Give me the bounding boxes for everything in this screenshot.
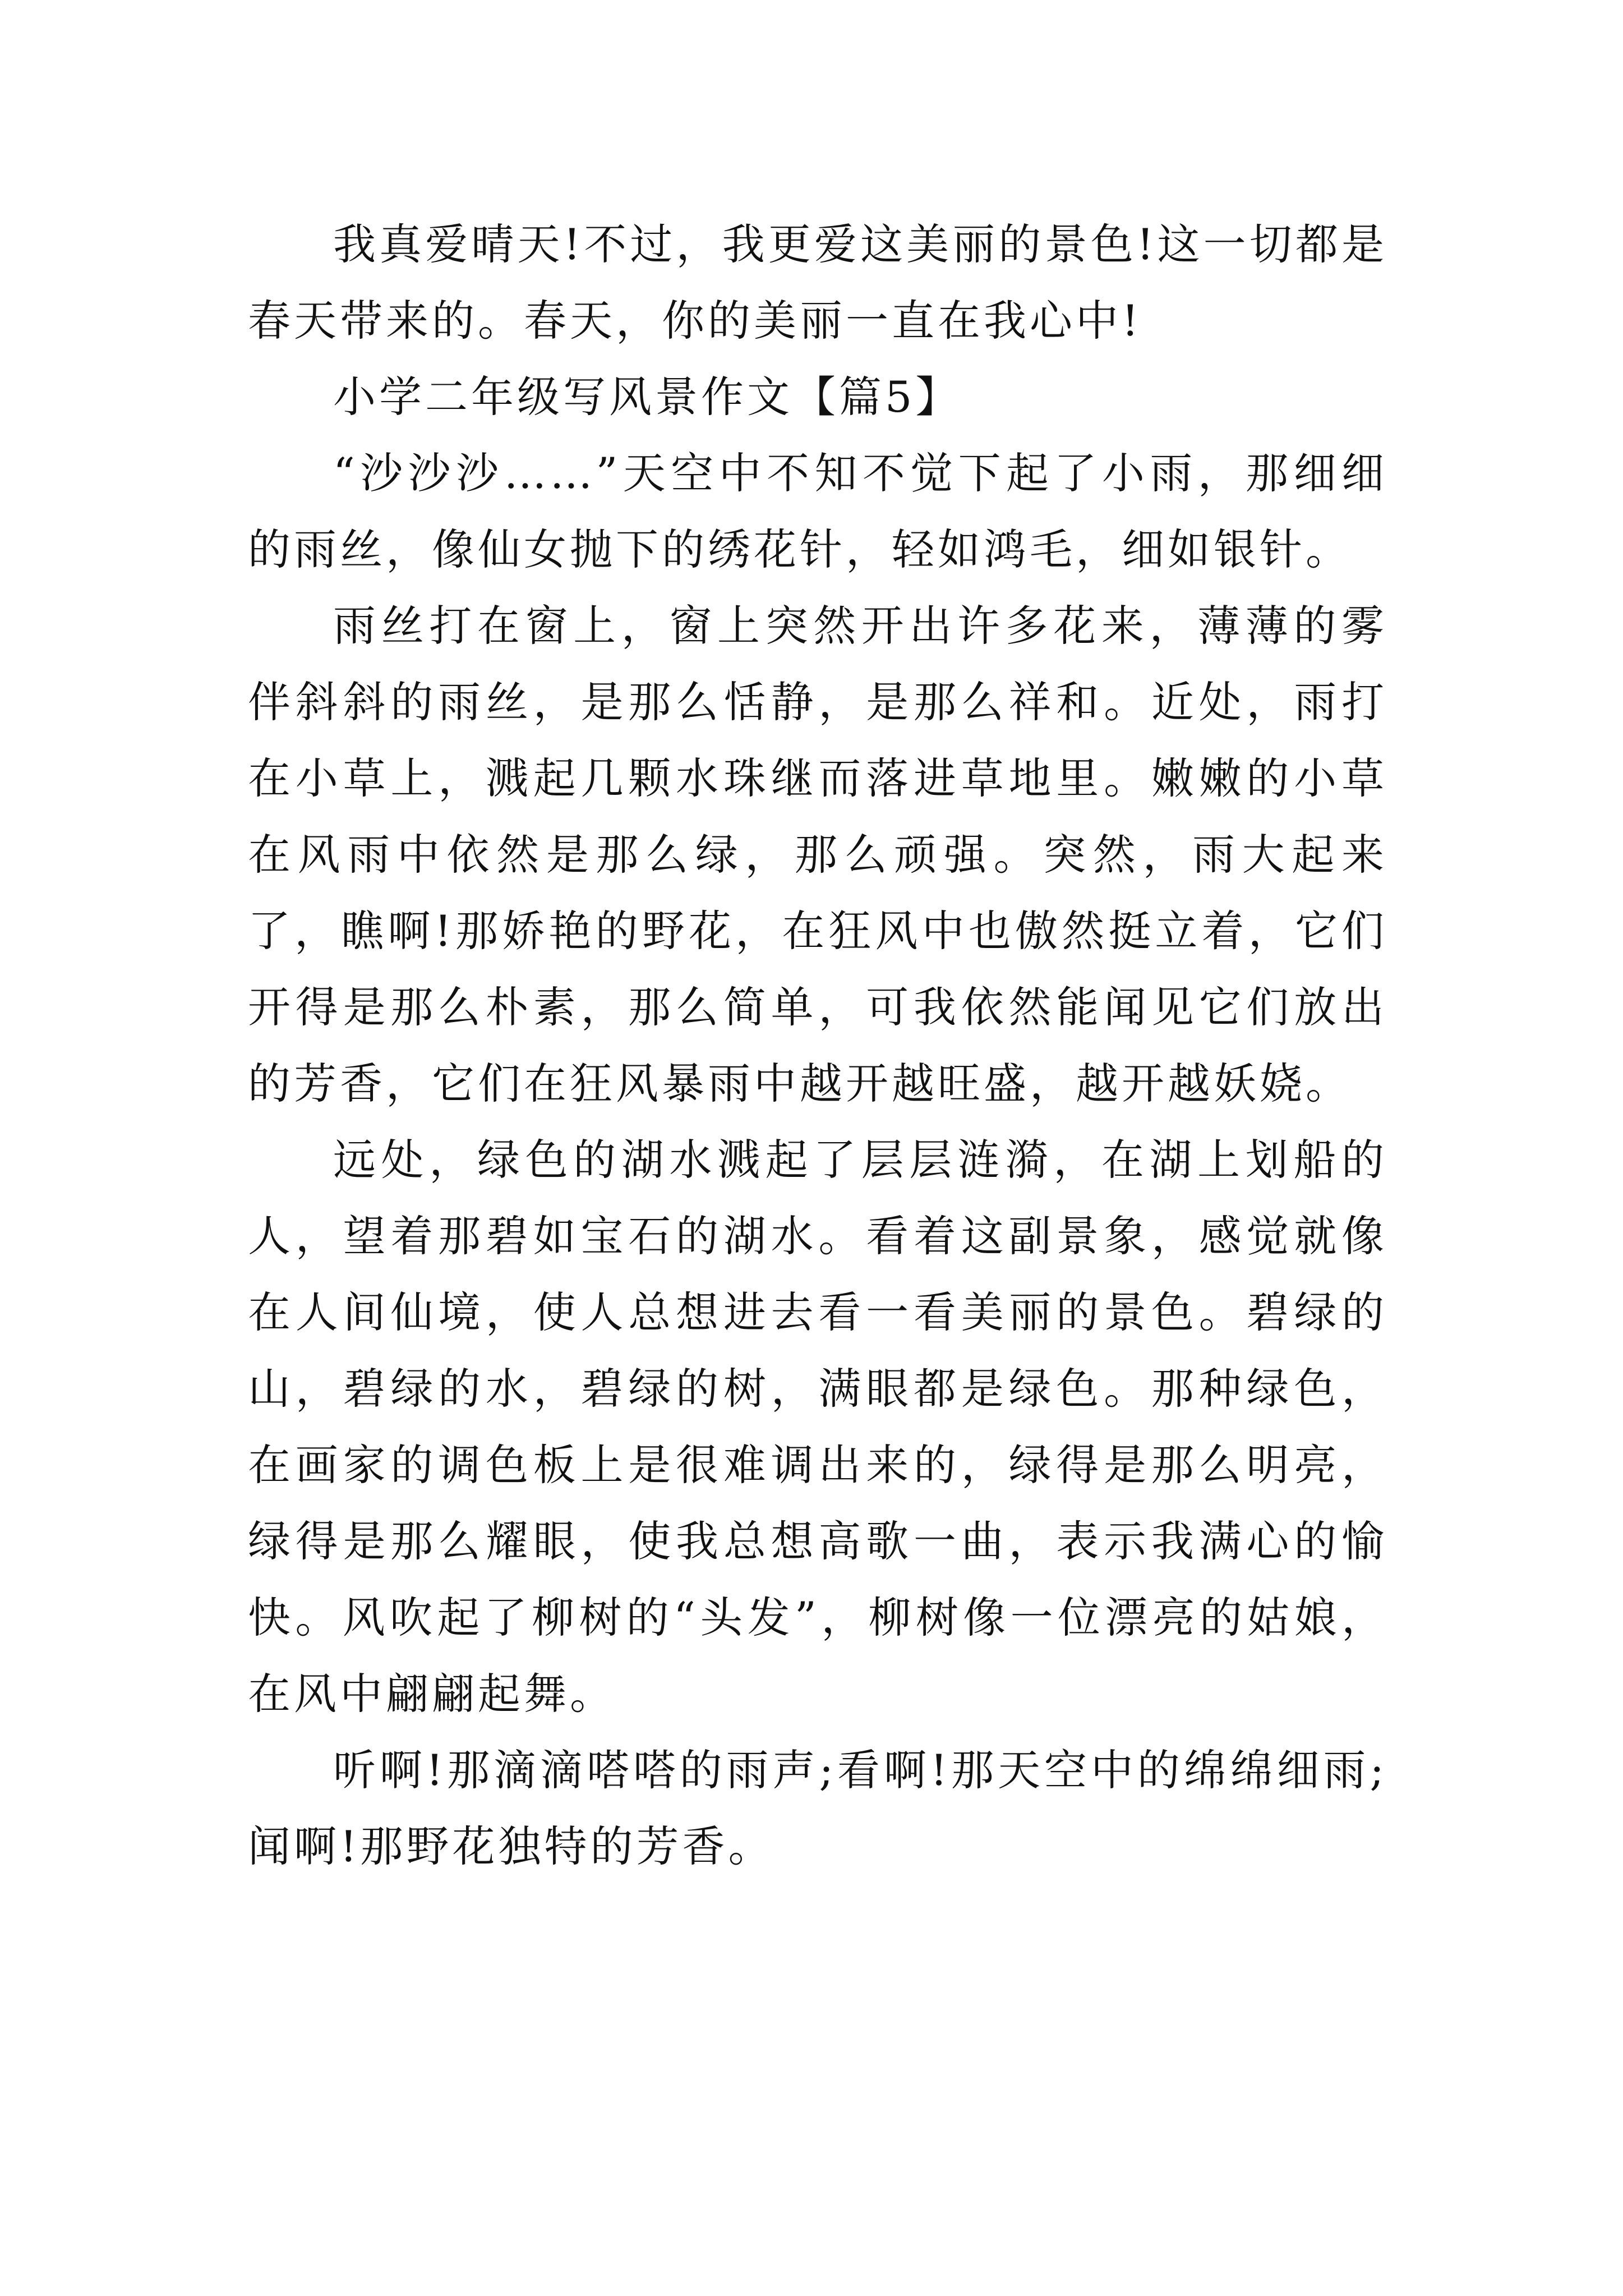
section-heading: 小学二年级写风景作文【篇5】 bbox=[333, 372, 962, 422]
document-page bbox=[248, 206, 1387, 1885]
paragraph-lake-scene: 远处，绿色的湖水溅起了层层涟漪，在湖上划船的人，望着那碧如宝石的湖水。看着这副景象，感觉就像在人间仙境，使人总想进去看一看美丽的景色。碧绿的山，碧绿的水，碧绿的树，满眼都是绿色。那种绿色，在画家的调色板上是很难调出来的，绿得是那么明亮，绿得是那么耀眼，使我总想高歌一曲，表示我满心的愉快。风吹起了柳树的“头发”，柳树像一位漂亮的姑娘，在风中翩翩起舞。 bbox=[248, 1135, 1387, 1719]
paragraph-closing: 听啊!那滴滴嗒嗒的雨声;看啊!那天空中的绵绵细雨;闻啊!那野花独特的芳香。 bbox=[248, 1745, 1387, 1871]
paragraph-rain-window: 雨丝打在窗上，窗上突然开出许多花来，薄薄的雾伴斜斜的雨丝，是那么恬静，是那么祥和。近处，雨打在小草上，溅起几颗水珠继而落进草地里。嫩嫩的小草在风雨中依然是那么绿，那么顽强。突然，雨大起来了，瞧啊!那娇艳的野花，在狂风中也傲然挺立着，它们开得是那么朴素，那么简单，可我依然能闻见它们放出的芳香，它们在狂风暴雨中越开越旺盛，越开越妖娆。 bbox=[248, 601, 1387, 1108]
paragraph-spring-ending: 我真爱晴天!不过，我更爱这美丽的景色!这一切都是春天带来的。春天，你的美丽一直在我心中! bbox=[248, 219, 1387, 346]
paragraph-rain-intro: “沙沙沙……”天空中不知不觉下起了小雨，那细细的雨丝，像仙女抛下的绣花针，轻如鸿毛，细如银针。 bbox=[248, 448, 1387, 574]
